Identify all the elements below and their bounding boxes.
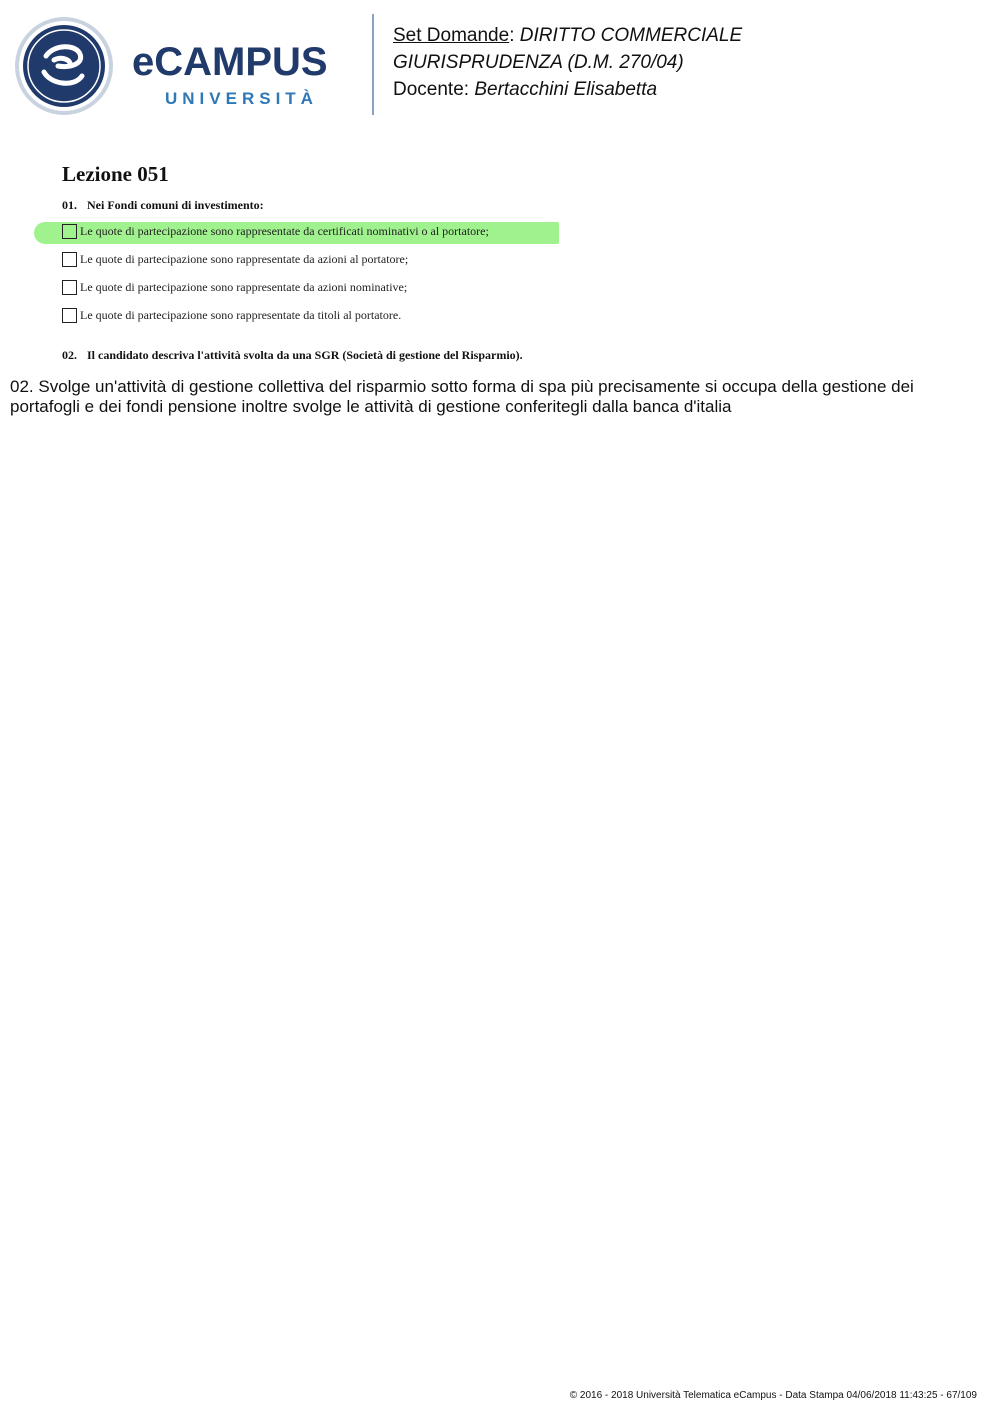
option-4-checkbox[interactable]	[62, 308, 77, 323]
teacher-line	[393, 76, 742, 103]
ecampus-seal-icon	[14, 16, 114, 116]
lesson-title: Lezione 051	[62, 162, 169, 186]
option-2[interactable]	[62, 251, 408, 269]
option-2-checkbox[interactable]	[62, 252, 77, 267]
header-divider	[372, 14, 374, 115]
question-1	[62, 198, 264, 213]
answer-text: 02. Svolge un'attività di gestione collettiva del risparmio sotto forma di spa più precisamente si occupa della gestione dei portafogli e dei fondi pensione inoltre svolge le attività di gestione conferitegli dalla banca d'italia	[10, 377, 914, 416]
option-3-text: Le quote di partecipazione sono rappresentate da azioni nominative;	[80, 279, 408, 294]
program-name: GIURISPRUDENZA (D.M. 270/04)	[393, 52, 684, 73]
set-label: Set Domande	[393, 25, 510, 46]
option-1-checkbox[interactable]	[62, 224, 77, 239]
question-2-number: 02.	[62, 348, 77, 362]
option-4-text: Le quote di partecipazione sono rappresentate da titoli al portatore.	[80, 307, 402, 322]
teacher-name: Bertacchini Elisabetta	[474, 79, 658, 100]
option-2-text: Le quote di partecipazione sono rappresentate da azioni al portatore;	[80, 251, 409, 266]
header-info	[393, 22, 742, 103]
ecampus-logo	[14, 16, 359, 114]
option-3[interactable]	[62, 279, 407, 297]
question-2	[62, 348, 523, 363]
teacher-label: Docente:	[393, 79, 470, 100]
question-1-text: Nei Fondi comuni di investimento:	[87, 198, 264, 212]
question-1-number: 01.	[62, 198, 77, 212]
course-line: Set Domande: DIRITTO COMMERCIALE	[393, 25, 743, 46]
option-3-checkbox[interactable]	[62, 280, 77, 295]
option-1[interactable]	[62, 223, 489, 241]
footer: © 2016 - 2018 Università Telematica eCampus - Data Stampa 04/06/2018 11:43:25 - 67/109	[569, 1390, 977, 1401]
option-1-text: Le quote di partecipazione sono rappresentate da certificati nominativi o al portatore;	[80, 223, 489, 238]
universita-wordmark: UNIVERSITÀ	[165, 89, 318, 108]
course-name: DIRITTO COMMERCIALE	[519, 25, 743, 46]
program-line	[393, 49, 742, 76]
option-4[interactable]	[62, 307, 401, 325]
ecampus-wordmark: eCAMPUS	[132, 40, 328, 84]
question-2-text: Il candidato descriva l'attività svolta da una SGR (Società di gestione del Risparmio).	[87, 348, 523, 362]
